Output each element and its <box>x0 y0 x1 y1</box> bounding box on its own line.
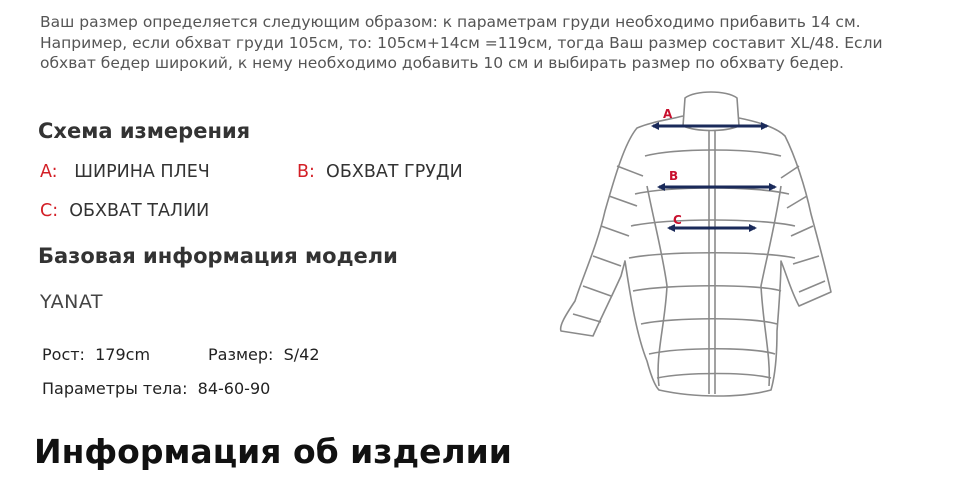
measure-label-b: ОБХВАТ ГРУДИ <box>326 162 463 182</box>
diagram-label-c: C <box>673 213 682 227</box>
size-instructions: Ваш размер определяется следующим образом: к параметрам груди необходимо прибавить 14 см. Например, если обхват груди 105см, то: 105см+14см =119см, тогда Ваш размер составит XL/48. Если обхват бедер широкий, к нему необходимо добавить 10 см и выбирать размер по обхвату бедер. <box>40 13 883 72</box>
measurement-scheme-heading: Схема измерения <box>38 119 251 143</box>
model-size-value: S/42 <box>283 345 320 364</box>
measure-item-c <box>40 201 209 221</box>
measure-key-b: B: <box>297 162 315 182</box>
coat-measurement-diagram <box>555 86 845 401</box>
measure-key-c: C: <box>40 201 59 221</box>
model-height-label: Рост: <box>42 345 85 364</box>
model-size-label: Размер: <box>208 345 274 364</box>
measure-item-b <box>297 162 463 182</box>
model-height-value: 179cm <box>95 345 151 364</box>
measure-label-a: ШИРИНА ПЛЕЧ <box>74 162 210 182</box>
model-name: YANAT <box>40 291 103 313</box>
measure-label-c: ОБХВАТ ТАЛИИ <box>69 201 210 221</box>
measure-item-a <box>40 162 210 182</box>
model-body-label: Параметры тела: <box>42 379 188 398</box>
model-body-params <box>42 379 270 398</box>
model-size <box>208 345 320 364</box>
diagram-label-b: B <box>669 169 679 183</box>
diagram-label-a: A <box>663 107 673 121</box>
product-info-heading: Информация об изделии <box>34 432 512 471</box>
measure-key-a: A: <box>40 162 58 182</box>
coat-outline <box>561 92 831 396</box>
model-height <box>42 345 150 364</box>
model-info-heading: Базовая информация модели <box>38 244 398 268</box>
model-body-value: 84-60-90 <box>197 379 271 398</box>
